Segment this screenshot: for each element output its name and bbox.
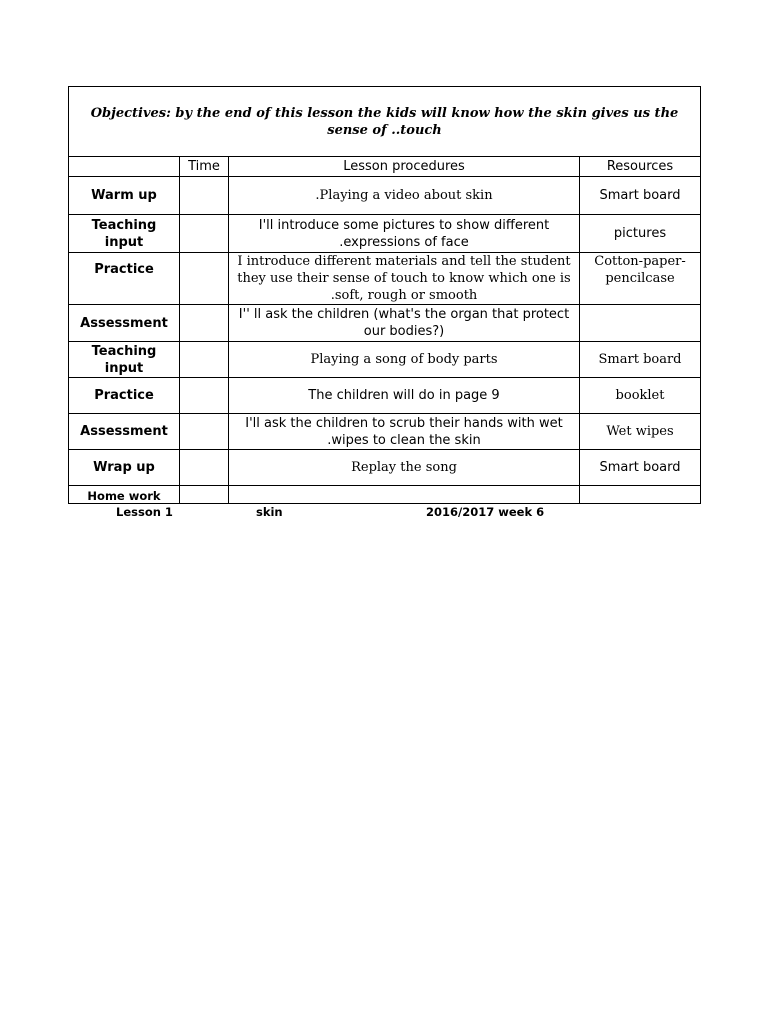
procedure-cell: I'll introduce some pictures to show different .expressions of face (229, 215, 580, 253)
procedure-cell: The children will do in page 9 (229, 378, 580, 414)
objective-text: Objectives: by the end of this lesson the kids will know how the skin gives us the sense of ..touch (69, 87, 701, 157)
resources-cell: Wet wipes (580, 414, 701, 450)
procedure-cell: I introduce different materials and tell the student they use their sense of touch to know which one is .soft, rough or smooth (229, 253, 580, 305)
table-row (69, 450, 701, 486)
resources-cell: booklet (580, 378, 701, 414)
procedure-cell: I'll ask the children to scrub their hands with wet .wipes to clean the skin (229, 414, 580, 450)
stage-cell: Teaching input (69, 215, 180, 253)
stage-cell: Assessment (69, 305, 180, 342)
table-row (69, 215, 701, 253)
table-row (69, 305, 701, 342)
stage-cell: Assessment (69, 414, 180, 450)
stage-cell: Wrap up (69, 450, 180, 486)
table-row (69, 342, 701, 378)
footer-lesson: Lesson 1 (116, 505, 173, 519)
resources-cell: Smart board (580, 177, 701, 215)
footer-week: 2016/2017 week 6 (426, 505, 545, 519)
resources-cell (580, 486, 701, 504)
time-cell (180, 305, 229, 342)
resources-cell (580, 305, 701, 342)
header-procedures: Lesson procedures (229, 157, 580, 177)
procedure-cell: Replay the song (229, 450, 580, 486)
table-row (69, 414, 701, 450)
table-row (69, 177, 701, 215)
lesson-plan-table (68, 86, 701, 504)
lesson-plan-sheet (68, 86, 700, 522)
table-row (69, 378, 701, 414)
procedure-cell: Playing a song of body parts (229, 342, 580, 378)
header-resources: Resources (580, 157, 701, 177)
footer (68, 504, 700, 522)
header-row (69, 157, 701, 177)
table-row (69, 253, 701, 305)
stage-cell: Practice (69, 378, 180, 414)
procedure-cell: .Playing a video about skin (229, 177, 580, 215)
time-cell (180, 253, 229, 305)
time-cell (180, 414, 229, 450)
table-row (69, 486, 701, 504)
footer-topic: skin (256, 505, 283, 519)
time-cell (180, 450, 229, 486)
header-time: Time (180, 157, 229, 177)
procedure-cell: I'' ll ask the children (what's the organ that protect our bodies?) (229, 305, 580, 342)
stage-cell: Warm up (69, 177, 180, 215)
resources-cell: Cotton-paper-pencilcase (580, 253, 701, 305)
stage-cell: Home work (69, 486, 180, 504)
stage-cell: Practice (69, 253, 180, 305)
stage-cell: Teaching input (69, 342, 180, 378)
resources-cell: Smart board (580, 342, 701, 378)
resources-cell: Smart board (580, 450, 701, 486)
resources-cell: pictures (580, 215, 701, 253)
time-cell (180, 342, 229, 378)
time-cell (180, 486, 229, 504)
time-cell (180, 378, 229, 414)
time-cell (180, 215, 229, 253)
header-stage (69, 157, 180, 177)
objective-row (69, 87, 701, 157)
procedure-cell (229, 486, 580, 504)
time-cell (180, 177, 229, 215)
